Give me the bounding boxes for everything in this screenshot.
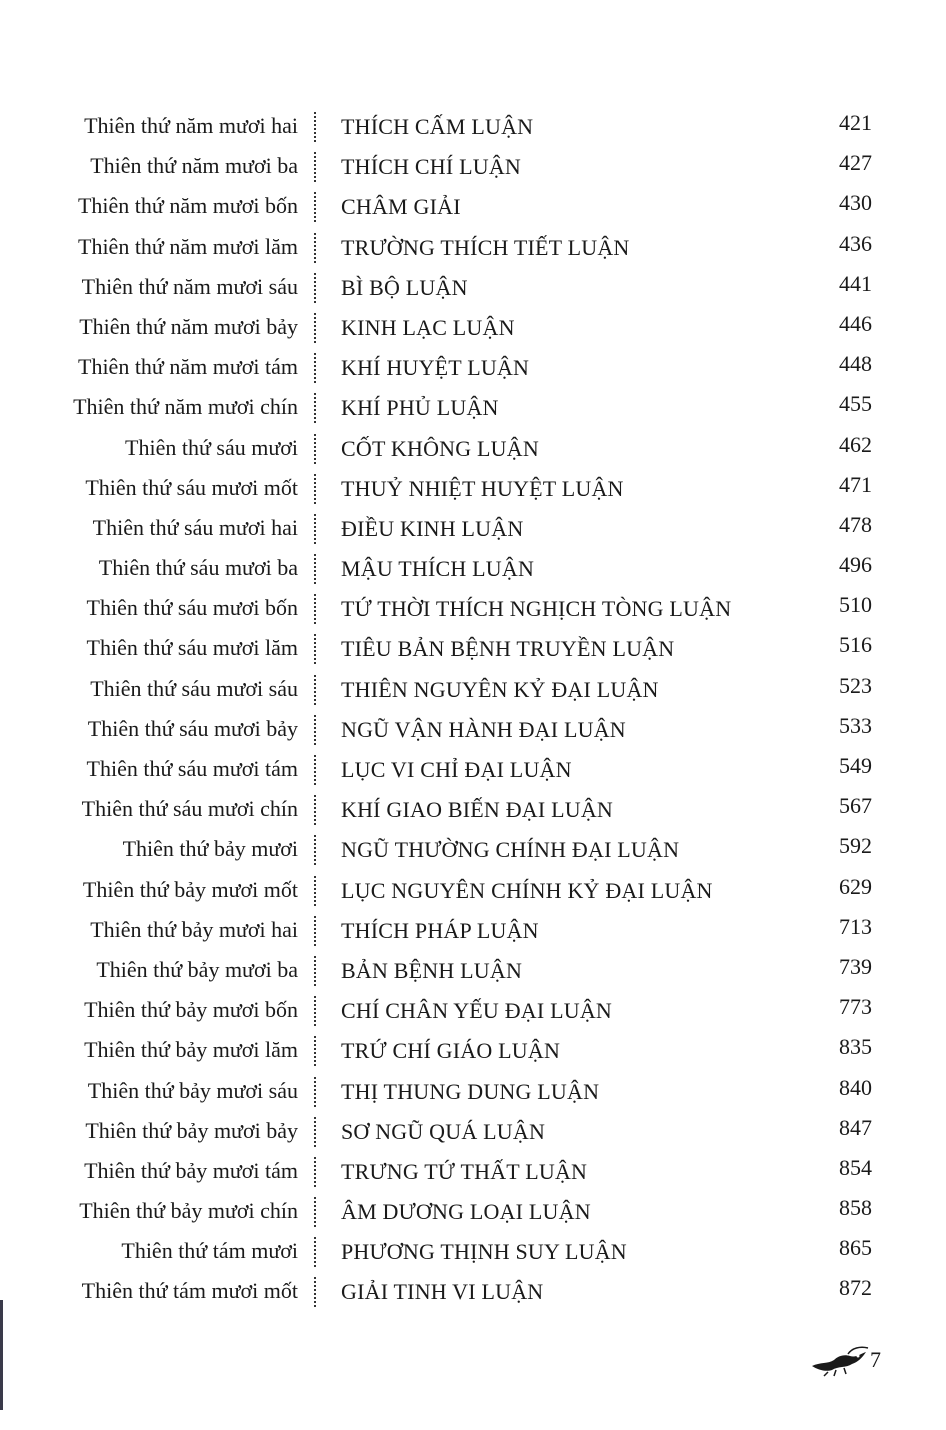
page-ref: 430 [839, 190, 872, 216]
chapter-label: Thiên thứ bảy mươi mốt [82, 876, 298, 902]
dotted-separator [314, 1036, 316, 1066]
toc-entry [0, 307, 946, 347]
chapter-label: Thiên thứ sáu mươi bảy [87, 715, 298, 741]
chapter-label: Thiên thứ bảy mươi ba [96, 956, 298, 982]
chapter-label: Thiên thứ năm mươi hai [84, 113, 298, 138]
chapter-label: Thiên thứ sáu mươi bốn [86, 595, 298, 621]
dotted-separator [314, 1277, 316, 1307]
chapter-label: Thiên thứ năm mươi bảy [79, 313, 298, 339]
chapter-title: TRƯỜNG THÍCH TIẾT LUẬN [341, 234, 630, 260]
toc-entry [0, 1151, 946, 1191]
chapter-label: Thiên thứ năm mươi lăm [78, 233, 298, 259]
dotted-separator [314, 474, 316, 504]
toc-entry [0, 227, 946, 267]
chapter-title: NGŨ THƯỜNG CHÍNH ĐẠI LUẬN [341, 837, 680, 863]
dotted-separator [314, 996, 316, 1026]
chapter-title: THÍCH CHÍ LUẬN [341, 154, 522, 180]
toc-entry [0, 950, 946, 990]
dotted-separator [314, 192, 316, 222]
dotted-separator [314, 795, 316, 825]
chapter-label: Thiên thứ sáu mươi [125, 434, 298, 460]
dotted-separator [314, 1157, 316, 1187]
toc-entry [0, 588, 946, 628]
chapter-label: Thiên thứ sáu mươi lăm [86, 635, 298, 661]
page-ref: 835 [839, 1034, 872, 1060]
chapter-title: KHÍ HUYỆT LUẬN [341, 355, 530, 381]
toc-entry [0, 709, 946, 749]
page-ref: 421 [839, 110, 872, 135]
page-ref: 713 [839, 913, 872, 939]
chapter-title: THÍCH PHÁP LUẬN [341, 917, 539, 943]
chapter-title: PHƯƠNG THỊNH SUY LUẬN [341, 1239, 627, 1265]
dotted-separator [314, 1117, 316, 1147]
page-ref: 840 [839, 1074, 872, 1100]
dotted-separator [314, 514, 316, 544]
dotted-separator [314, 434, 316, 464]
page-ref: 462 [839, 431, 872, 457]
chapter-label: Thiên thứ năm mươi chín [73, 394, 298, 420]
dotted-separator [314, 916, 316, 946]
chapter-title: TRƯNG TỨ THẤT LUẬN [341, 1158, 588, 1184]
dotted-separator [314, 152, 316, 182]
chapter-title: THUỶ NHIỆT HUYỆT LUẬN [341, 475, 624, 501]
toc-entry [0, 267, 946, 307]
dotted-separator [314, 393, 316, 423]
chapter-label: Thiên thứ tám mươi [121, 1238, 298, 1264]
toc-entry [0, 1111, 946, 1151]
page-ref: 854 [839, 1154, 872, 1180]
toc-entry [0, 829, 946, 869]
chapter-title: NGŨ VẬN HÀNH ĐẠI LUẬN [341, 716, 626, 742]
dotted-separator [314, 273, 316, 303]
dotted-separator [314, 1197, 316, 1227]
chapter-title: ĐIỀU KINH LUẬN [341, 515, 524, 541]
chapter-title: THIÊN NGUYÊN KỶ ĐẠI LUẬN [341, 676, 659, 702]
dotted-separator [314, 353, 316, 383]
page-ref: 471 [839, 471, 872, 497]
dotted-separator [314, 634, 316, 664]
page-ref: 773 [839, 994, 872, 1020]
chapter-title: KINH LẠC LUẬN [341, 314, 515, 340]
toc-entry [0, 910, 946, 950]
page-ref: 436 [839, 230, 872, 256]
chapter-label: Thiên thứ năm mươi bốn [77, 193, 298, 219]
page-ref: 739 [839, 953, 872, 979]
toc-entry [0, 428, 946, 468]
chapter-title: BẢN BỆNH LUẬN [341, 957, 523, 983]
chapter-label: Thiên thứ bảy mươi lăm [84, 1037, 298, 1063]
chapter-label: Thiên thứ sáu mươi chín [81, 796, 298, 822]
dotted-separator [314, 715, 316, 745]
toc-entry [0, 1231, 946, 1271]
dotted-separator [314, 1237, 316, 1267]
toc-entry [0, 789, 946, 829]
chapter-title: KHÍ GIAO BIẾN ĐẠI LUẬN [341, 797, 614, 823]
toc-entry [0, 186, 946, 226]
page-ref: 427 [839, 150, 872, 176]
chapter-label: Thiên thứ bảy mươi tám [84, 1157, 298, 1183]
toc-entry [0, 990, 946, 1030]
page-ref: 448 [839, 351, 872, 377]
chapter-title: BÌ BỘ LUẬN [341, 274, 468, 300]
chapter-title: TIÊU BẢN BỆNH TRUYỀN LUẬN [341, 636, 675, 662]
chapter-label: Thiên thứ bảy mươi bốn [84, 997, 298, 1023]
page-ref: 592 [839, 833, 872, 859]
page-ref: 441 [839, 270, 872, 296]
toc-entry [0, 146, 946, 186]
page-ref: 510 [839, 592, 872, 618]
chapter-title: LỤC NGUYÊN CHÍNH KỶ ĐẠI LUẬN [341, 877, 713, 903]
dragon-ornament-icon [808, 1342, 878, 1378]
toc-entry [0, 1191, 946, 1231]
chapter-label: Thiên thứ sáu mươi mốt [85, 474, 298, 500]
chapter-title: KHÍ PHỦ LUẬN [341, 395, 499, 421]
page-ref: 549 [839, 753, 872, 778]
chapter-title: ÂM DƯƠNG LOẠI LUẬN [341, 1199, 591, 1225]
chapter-title: THÍCH CẤM LUẬN [341, 114, 534, 139]
chapter-label: Thiên thứ bảy mươi hai [90, 916, 298, 942]
dotted-separator [314, 112, 316, 142]
toc-entry [0, 387, 946, 427]
chapter-label: Thiên thứ sáu mươi sáu [90, 675, 298, 701]
dotted-separator [314, 835, 316, 865]
dotted-separator [314, 876, 316, 906]
dotted-separator [314, 956, 316, 986]
chapter-title: TRỨ CHÍ GIÁO LUẬN [341, 1038, 561, 1064]
chapter-label: Thiên thứ sáu mươi hai [92, 514, 298, 540]
page-ref: 847 [839, 1114, 872, 1140]
chapter-title: CHÂM GIẢI [341, 194, 461, 220]
chapter-label: Thiên thứ năm mươi ba [90, 153, 298, 179]
page-ref: 629 [839, 873, 872, 899]
chapter-title: GIẢI TINH VI LUẬN [341, 1279, 544, 1305]
binding-edge [0, 1300, 3, 1410]
toc-entry [0, 628, 946, 668]
chapter-label: Thiên thứ bảy mươi bảy [85, 1117, 298, 1143]
toc-entry [0, 1271, 946, 1311]
page-footer [808, 1342, 898, 1382]
chapter-label: Thiên thứ bảy mươi sáu [87, 1077, 298, 1103]
dotted-separator [314, 554, 316, 584]
toc-entry [0, 1071, 946, 1111]
page-ref: 872 [839, 1275, 872, 1301]
chapter-label: Thiên thứ sáu mươi ba [98, 555, 298, 581]
toc-entry [0, 1030, 946, 1070]
dotted-separator [314, 313, 316, 343]
dotted-separator [314, 755, 316, 785]
chapter-label: Thiên thứ sáu mươi tám [86, 756, 298, 781]
page-ref: 455 [839, 391, 872, 417]
chapter-title: TỨ THỜI THÍCH NGHỊCH TÒNG LUẬN [341, 596, 732, 622]
toc-entry [0, 870, 946, 910]
chapter-label: Thiên thứ năm mươi sáu [81, 273, 298, 299]
chapter-label: Thiên thứ năm mươi tám [78, 354, 298, 380]
chapter-title: THỊ THUNG DUNG LUẬN [341, 1078, 600, 1104]
page-ref: 523 [839, 672, 872, 698]
toc-entry [0, 749, 946, 789]
page-ref: 533 [839, 712, 872, 738]
toc-entry [0, 106, 946, 146]
dotted-separator [314, 233, 316, 263]
chapter-title: CHÍ CHÂN YẾU ĐẠI LUẬN [341, 998, 613, 1024]
page-ref: 516 [839, 632, 872, 658]
chapter-label: Thiên thứ bảy mươi chín [79, 1198, 298, 1224]
dotted-separator [314, 594, 316, 624]
page-ref: 496 [839, 552, 872, 578]
chapter-title: LỤC VI CHỈ ĐẠI LUẬN [341, 757, 572, 782]
toc-entry [0, 508, 946, 548]
dotted-separator [314, 1077, 316, 1107]
chapter-title: CỐT KHÔNG LUẬN [341, 435, 539, 461]
table-of-contents [0, 106, 946, 1312]
page-ref: 858 [839, 1195, 872, 1221]
page-ref: 567 [839, 793, 872, 819]
chapter-label: Thiên thứ bảy mươi [122, 836, 298, 862]
toc-entry [0, 468, 946, 508]
chapter-title: SƠ NGŨ QUÁ LUẬN [341, 1118, 546, 1144]
toc-entry [0, 669, 946, 709]
chapter-label: Thiên thứ tám mươi mốt [81, 1278, 298, 1304]
toc-entry [0, 347, 946, 387]
page-ref: 478 [839, 511, 872, 537]
page-ref: 865 [839, 1235, 872, 1261]
page-number: 7 [870, 1347, 881, 1372]
toc-entry [0, 548, 946, 588]
chapter-title: MẬU THÍCH LUẬN [341, 556, 535, 582]
page-ref: 446 [839, 310, 872, 336]
dotted-separator [314, 675, 316, 705]
